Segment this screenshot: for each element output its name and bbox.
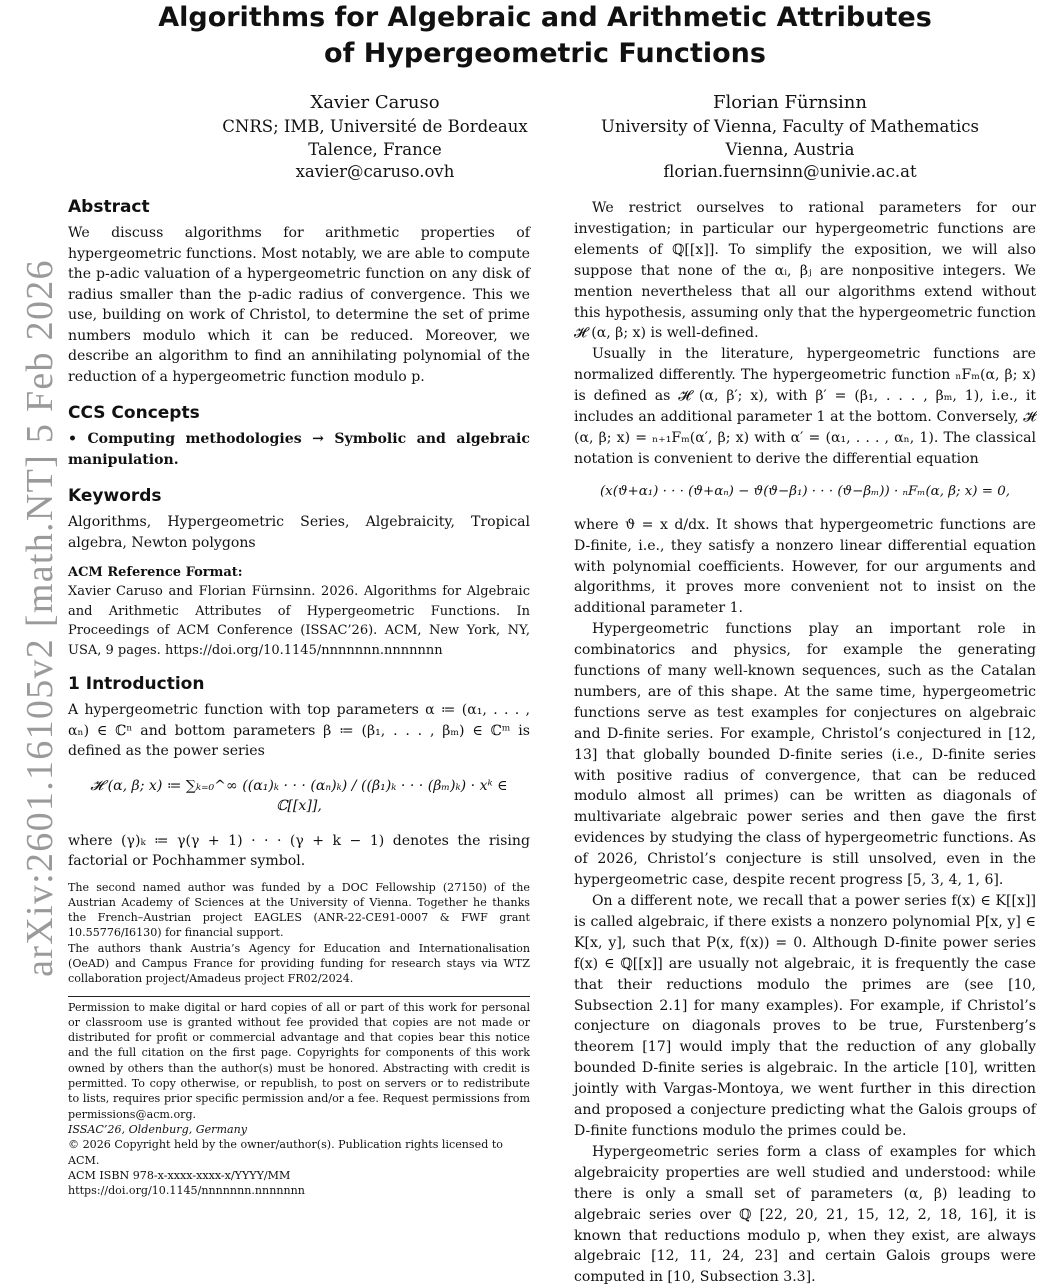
right-paragraph-3: where ϑ = x d/dx. It shows that hypergeometric functions are D-finite, i.e., they satisfy a nonzero linear differential equation with polynomial coefficients. However, for our arguments and algorithms, it proves more convenient not to insist on the additional parameter 1. [574,516,1036,617]
footnote-block [68,880,530,987]
permission-text: Permission to make digital or hard copies of all or part of this work for personal or classroom use is granted without fee provided that copies are not made or distributed for profit or commercial advantage and that copies bear this notice and the full citation on the first page. Copyrights for components of this work owned by others than the author(s) must be honored. Abstracting with credit is permitted. To copy otherwise, or republish, to post on servers or to redistribute to lists, requires prior specific permission and/or a fee. Request permissions from permissions@acm.org. [68,1000,530,1121]
left-column [68,194,530,1198]
right-paragraph-5: On a different note, we recall that a power series f(x) ∈ K[[x]] is called algebraic, if there exists a nonzero polynomial P[x, y] ∈ K[x, y], such that P(x, f(x)) = 0. Although D-finite power series f(x) ∈ ℚ[[x]] are usually not algebraic, it is frequently the case that their reductions modulo the primes are (see [10, Subsection 2.1] for many examples). For example, if Christol’s conjecture on diagonals proves to be true, Furstenberg’s theorem [17] would imply that the reduction of any globally bounded D-finite series is algebraic. In the article [10], written jointly with Vargas-Montoya, we went further in this direction and proposed a conjecture predicting what the Galois groups of D-finite functions modulo the primes could be. [574,893,1036,1139]
doi-link[interactable]: https://doi.org/10.1145/nnnnnnn.nnnnnnn [68,1184,305,1198]
author-block-2 [580,90,1000,184]
right-paragraph-2: Usually in the literature, hypergeometric functions are normalized differently. The hypergeometric function ₙFₘ(α, β; x) is defined as 𝓗 (α, β′; x), with β′ = (β₁, . . . , βₘ, 1), i.e., it includes an additional parameter 1 at the bottom. Conversely, 𝓗 (α, β; x) = ₙ₊₁Fₘ(α′, β; x) with α′ = (α₁, . . . , αₙ, 1). The classical notation is convenient to derive the differential equation [574,346,1036,467]
abstract-text: We discuss algorithms for arithmetic properties of hypergeometric functions. Most notably, we are able to compute the p-adic valuation of a hypergeometric function on any disk of radius smaller than the p-adic radius of convergence. This we use, building on work of Christol, to determine the set of prime numbers modulo which it can be reduced. Moreover, we describe an algorithm to find an annihilating polynomial of the reduction of a hypergeometric function modulo p. [68,225,530,385]
isbn-line: ACM ISBN 978-x-xxxx-xxxx-x/YYYY/MM [68,1168,291,1182]
author-name: Xavier Caruso [310,92,440,113]
ccs-heading: CCS Concepts [68,403,200,423]
intro-paragraph-2: where (γ)ₖ ≔ γ(γ + 1) · · · (γ + k − 1) denotes the rising factorial or Pochhammer symbol. [68,832,530,869]
acm-ref-heading: ACM Reference Format: [68,565,243,580]
title-line-1: Algorithms for Algebraic and Arithmetic Attributes [158,2,932,33]
keywords-heading: Keywords [68,486,162,506]
acm-ref-text: Xavier Caruso and Florian Fürnsinn. 2026. Algorithms for Algebraic and Arithmetic Attributes of Hypergeometric Functions. In Proceedings of ACM Conference (ISSAC’26). ACM, New York, NY, USA, 9 pages. https://doi.org/10.1145/nnnnnnn.nnnnnnn [68,584,530,658]
author-email[interactable]: florian.fuernsinn@univie.ac.at [663,162,917,182]
abstract-heading: Abstract [68,197,150,217]
right-paragraph-1: We restrict ourselves to rational parameters for our investigation; in particular our hypergeometric functions are elements of ℚ[[x]]. To simplify the exposition, we will also suppose that none of the αᵢ, βⱼ are nonpositive integers. We mention nevertheless that all our algorithms extend without this hypothesis, assuming only that the hypergeometric function 𝓗 (α, β; x) is well-defined. [574,200,1036,342]
author-location: Talence, France [308,139,442,159]
paper-title [110,0,980,72]
author-location: Vienna, Austria [725,139,855,159]
author-affiliation: CNRS; IMB, Université de Bordeaux [222,117,528,136]
ccs-text: • Computing methodologies → Symbolic and algebraic manipulation. [68,431,530,468]
arxiv-identifier: arXiv:2601.16105v2 [math.NT] 5 Feb 2026 [19,259,61,977]
permission-block [68,996,530,1199]
intro-heading: 1 Introduction [68,674,205,694]
footnote-thanks: The authors thank Austria’s Agency for Education and Internationalisation (OeAD) and Campus France for providing funding for research stays via WTZ collaboration project/Amadeus project FR02/2024. [68,941,530,986]
author-block-1 [175,90,575,184]
author-affiliation: University of Vienna, Faculty of Mathematics [601,117,979,136]
footnote-funding: The second named author was funded by a DOC Fellowship (27150) of the Austrian Academy of Sciences at the University of Vienna. Together he thanks the French–Austrian project EAGLES (ANR-22-CE91-0007 & FWF grant 10.55776/I6130) for financial support. [68,880,530,940]
conference-line: ISSAC’26, Oldenburg, Germany [68,1122,248,1136]
differential-equation-formula: (x(ϑ+α₁) · · · (ϑ+αₙ) − ϑ(ϑ−β₁) · · · (ϑ−βₘ)) · ₙFₘ(α, β; x) = 0, [599,483,1011,499]
title-line-2: of Hypergeometric Functions [324,38,766,69]
author-email[interactable]: xavier@caruso.ovh [295,162,455,182]
intro-paragraph-1: A hypergeometric function with top parameters α ≔ (α₁, . . . , αₙ) ∈ ℂⁿ and bottom parameters β ≔ (β₁, . . . , βₘ) ∈ ℂᵐ is defined as the power series [68,702,530,759]
copyright-line: © 2026 Copyright held by the owner/author(s). Publication rights licensed to ACM. [68,1138,503,1167]
keywords-text: Algorithms, Hypergeometric Series, Algebraicity, Tropical algebra, Newton polygons [68,514,530,551]
right-paragraph-6: Hypergeometric series form a class of examples for which algebraicity properties are well studied and understood: while there is only a small set of parameters (α, β) leading to algebraic series over ℚ [22, 20, 21, 15, 12, 2, 18, 16], it is known that reductions modulo p, when they exist, are always algebraic [12, 11, 24, 23] and certain Galois groups were computed in [10, Subsection 3.3]. [574,1143,1036,1286]
hypergeometric-definition-formula: 𝓗 (α, β; x) ≔ ∑ₖ₌₀^∞ ((α₁)ₖ · · · (αₙ)ₖ) / ((β₁)ₖ · · · (βₘ)ₖ) · xᵏ ∈ ℂ[[x]], [90,777,508,814]
right-column [574,198,1036,1288]
right-paragraph-4: Hypergeometric functions play an important role in combinatorics and physics, for example the generating functions of many well-known sequences, such as the Catalan numbers, are of this shape. At the same time, hypergeometric functions serve as test examples for conjectures on algebraic and D-finite series. For example, Christol’s conjectured in [12, 13] that globally bounded D-finite series (i.e., D-finite series with positive radius of convergence, that can be reduced modulo almost all primes) can be written as diagonals of multivariate algebraic power series and then gave the first evidences by studying the class of hypergeometric functions. As of 2026, Christol’s conjecture is still unsolved, even in the hypergeometric case, despite recent progress [5, 3, 4, 1, 6]. [574,621,1036,889]
author-name: Florian Fürnsinn [713,92,867,113]
